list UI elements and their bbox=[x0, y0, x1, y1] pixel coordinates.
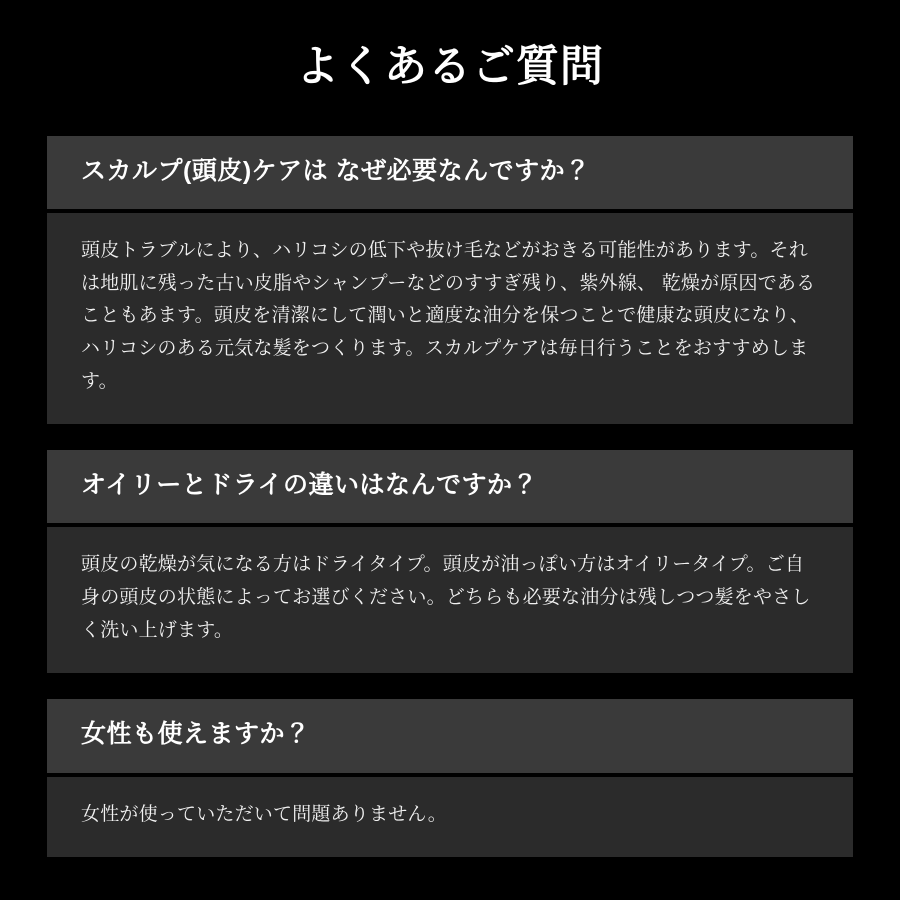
faq-answer-panel bbox=[47, 527, 853, 673]
faq-answer-text: 頭皮トラブルにより、ハリコシの低下や抜け毛などがおきる可能性があります。それは地肌に残った古い皮脂やシャンプーなどのすすぎ残り、紫外線、 乾燥が原因であることもあます。頭皮を清潔にして潤いと適度な油分を保つことで健康な頭皮になり、ハリコシのある元気な髪をつくります。スカルプケアは毎日行うことをおすすめします。 bbox=[81, 239, 816, 392]
faq-question-text: 女性も使えますか？ bbox=[81, 720, 311, 749]
faq-answer-panel bbox=[47, 213, 853, 424]
faq-answer-text: 頭皮の乾燥が気になる方はドライタイプ。頭皮が油っぽい方はオイリータイプ。ご自身の頭皮の状態によってお選びください。どちらも必要な油分は残しつつ髪をやさしく洗い上げます。 bbox=[81, 554, 811, 641]
faq-question-header[interactable] bbox=[47, 450, 853, 523]
faq-list bbox=[0, 136, 900, 858]
faq-question-text: スカルプ(頭皮)ケアは なぜ必要なんですか？ bbox=[81, 156, 591, 185]
page-title: よくあるご質問 bbox=[296, 43, 604, 91]
faq-item bbox=[47, 136, 853, 425]
faq-answer-text: 女性が使っていただいて問題ありません。 bbox=[81, 803, 447, 825]
faq-question-header[interactable] bbox=[47, 136, 853, 209]
faq-item bbox=[47, 699, 853, 857]
faq-question-text: オイリーとドライの違いはなんですか？ bbox=[81, 471, 539, 500]
faq-question-header[interactable] bbox=[47, 699, 853, 772]
faq-item bbox=[47, 450, 853, 673]
faq-answer-panel bbox=[47, 777, 853, 858]
